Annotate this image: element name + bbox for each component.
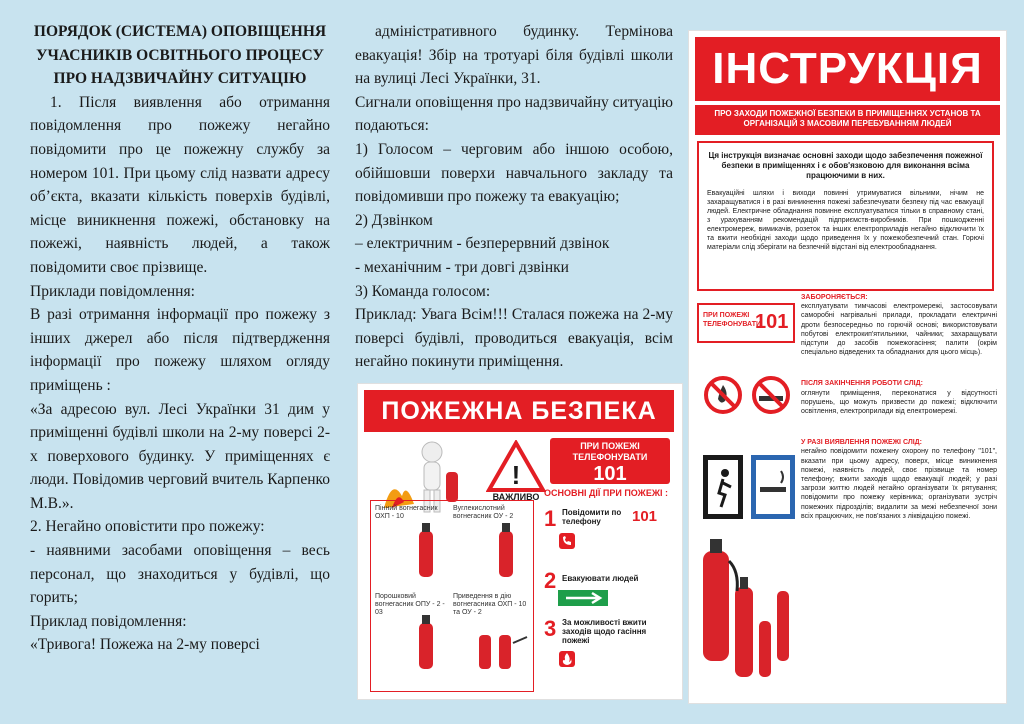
- no-smoking-icon: [751, 375, 791, 415]
- paragraph: - механічним - три довгі дзвінки: [355, 258, 569, 276]
- step-label: Евакуювати людей: [562, 574, 639, 583]
- fire-icon: [558, 650, 576, 668]
- paragraph: «Тривога! Пожежа на 2-му поверсі: [30, 636, 260, 654]
- paragraph: – електричним - безперервний дзвінок: [355, 235, 610, 253]
- paragraph: Приклади повідомлення:: [30, 282, 195, 300]
- warning-icon: [486, 440, 546, 494]
- forbidden-title: ЗАБОРОНЯЄТЬСЯ:: [801, 294, 868, 301]
- no-open-fire-icon: [703, 375, 743, 415]
- instruction-poster: [688, 30, 1007, 704]
- extinguisher-icon: [491, 521, 521, 579]
- svg-text:!: !: [511, 460, 521, 490]
- paragraph: - наявними засобами оповіщення – весь персонал, що знаходиться у будівлі, що горить;: [30, 542, 330, 607]
- after-work-title: ПІСЛЯ ЗАКІНЧЕННЯ РОБОТИ СЛІД:: [801, 380, 923, 388]
- step-number: 2: [544, 568, 557, 593]
- paragraph: 1) Голосом – черговим або іншою особою, обійшовши поверхи навчального закладу та повідомивши про пожежу та евакуацію;: [355, 140, 673, 206]
- step-number: 1: [544, 506, 557, 531]
- emergency-exit-icon: [703, 455, 743, 519]
- paragraph: Сигнали оповіщення про надзвичайну ситуацію подаються:: [355, 93, 673, 135]
- poster-subtitle: ПРО ЗАХОДИ ПОЖЕЖНОЇ БЕЗПЕКИ В ПРИМІЩЕННЯХ УСТАНОВ ТА ОРГАНІЗАЦІЙ З МАСОВИМ ПЕРЕБУВАННЯМ ЛЮДЕЙ: [695, 105, 1000, 135]
- text-column-middle: [355, 20, 673, 374]
- extinguisher-label: Порошковий вогнегасник ОПУ - 2 - 03: [375, 593, 445, 616]
- extinguishers-icon: [699, 531, 795, 691]
- on-fire-text: негайно повідомити пожежну охорону по телефону "101", вказати при цьому адресу, поверх, місце виникнення пожежі, наявність людей, своє прізвище та номер телефону; вжити заходів щодо евакуації людей; у разі загрози життю людей негайно організувати їх рятування; повідомити про пожежу керівника; організувати зустріч пожежних підрозділів; видалити за межі небезпечної зони всіх працюючих, не пов'язаних з ліквідацією пожежі.: [801, 448, 997, 520]
- exit-sign-icon: [558, 590, 608, 606]
- paragraph: 1. Після виявлення або отримання повідомлення про пожежу негайно повідомити про це пожежну службу за номером 101. При цьому слід назвати адресу об’єкта, вказати кількість поверхів будівлі, місце виникнення пожежі, обстановку на пожежі, наявність людей, а також повідомити своє прізвище.: [30, 93, 330, 276]
- warning-label: ВАЖЛИВО: [492, 492, 540, 502]
- on-fire-title: У РАЗІ ВИЯВЛЕННЯ ПОЖЕЖІ СЛІД:: [801, 439, 922, 447]
- smoking-area-icon: [751, 455, 795, 519]
- paragraph: адміністративного будинку. Термінова евакуація! Збір на тротуарі біля будівлі школи на вулиці Лесі Українки, 31.: [355, 23, 673, 88]
- phone-icon: [558, 532, 576, 550]
- after-work-text: оглянути приміщення, переконатися у відсутності порушень, що можуть призвести до пожежі; відключити освітлення, електроприлади від електромережі.: [801, 389, 997, 416]
- paragraph: Приклад повідомлення:: [30, 612, 187, 630]
- text-column-left: [30, 20, 330, 657]
- document-title: ПОРЯДОК (СИСТЕМА) ОПОВІЩЕННЯ УЧАСНИКІВ ОСВІТНЬОГО ПРОЦЕСУ ПРО НАДЗВИЧАЙНУ СИТУАЦІЮ: [33, 23, 327, 88]
- extinguisher-label: Пінний вогнегасник ОХП - 10: [375, 505, 438, 520]
- paragraph: 2) Дзвінком: [355, 211, 433, 229]
- actions-title: ОСНОВНІ ДІЇ ПРИ ПОЖЕЖІ :: [544, 488, 668, 498]
- forbidden-text: експлуатувати тимчасові електромережі, застосовувати саморобні нагрівальні прилади, прокладати електричні дроти безпосередньо по горючій основі; використовувати побутові електрокип'ятильники, чайники; захаращувати підступи до засобів пожежогасіння; палити (окрім спеціально відведених та обладнаних для цього місць).: [801, 303, 997, 357]
- step-label: Повідомити по телефону: [562, 508, 622, 526]
- paragraph: 2. Негайно оповістити про пожежу:: [30, 518, 265, 536]
- extinguisher-icon: [411, 613, 441, 671]
- actions-list: [544, 502, 676, 692]
- poster-header: ІНСТРУКЦІЯ: [695, 37, 1000, 101]
- emergency-number: 101: [755, 311, 789, 333]
- call-101-box: [550, 438, 670, 484]
- extinguishers-panel: [370, 500, 534, 692]
- extinguisher-icon: [411, 521, 441, 579]
- rules-text: Евакуаційні шляхи і виходи повинні утримуватися вільними, нічим не захаращуватися і в разі виникнення пожежі забезпечувати безпеку під час евакуації людей. Електричне обладнання повинне експлуатуватися тільки в справному стані, з урахуванням рекомендацій підприємств-виробників. При пошкодженні електромереж, вимикачів, розеток та інших електроприладів негайно відключити їх та вжити необхідні заходи щодо приведення їх у пожежобезпечний стан. Горючі матеріали слід зберігати на безпечній відстані від електрообладнання.: [707, 190, 984, 251]
- poster-header: ПОЖЕЖНА БЕЗПЕКА: [364, 390, 674, 432]
- paragraph: 3) Команда голосом:: [355, 282, 491, 300]
- intro-text: Ця інструкція визначає основні заходи щодо забезпечення пожежної безпеки в приміщеннях і є обов'язковою для виконання всіма працюючими в них.: [708, 151, 983, 180]
- intro-box: [697, 141, 994, 291]
- call-label: ПРИ ПОЖЕЖІ ТЕЛЕФОНУВАТИ: [703, 312, 762, 328]
- step-number-101: 101: [632, 508, 658, 525]
- rules-column: [801, 293, 997, 521]
- emergency-number: 101: [593, 463, 627, 485]
- paragraph: Приклад: Увага Всім!!! Сталася пожежа на 2-му поверсі будівлі, проводиться евакуація, всім негайно покинути приміщення.: [355, 306, 673, 371]
- fire-safety-poster: [357, 383, 683, 700]
- extinguisher-usage-icon: [475, 623, 529, 673]
- extinguisher-label: Вуглекислотний вогнегасник ОУ - 2: [453, 505, 514, 520]
- call-101-box: [697, 303, 795, 343]
- step-label: За можливості вжити заходів щодо гасіння пожежі: [562, 618, 647, 645]
- paragraph: В разі отримання інформації про пожежу з інших джерел або після підтвердження інформації про пожежу шляхом огляду приміщень :: [30, 306, 330, 394]
- step-number: 3: [544, 616, 557, 641]
- paragraph: «За адресою вул. Лесі Українки 31 дим у приміщенні будівлі школи на 2-му поверсі 2-х поверхового будинку. У приміщеннях є люди. Повідомив черговий вчитель Карпенко М.В.».: [30, 400, 330, 512]
- call-label: ПРИ ПОЖЕЖІ ТЕЛЕФОНУВАТИ: [572, 441, 648, 462]
- extinguisher-label: Приведення в дію вогнегасника ОХП - 10 та ОУ - 2: [453, 593, 527, 616]
